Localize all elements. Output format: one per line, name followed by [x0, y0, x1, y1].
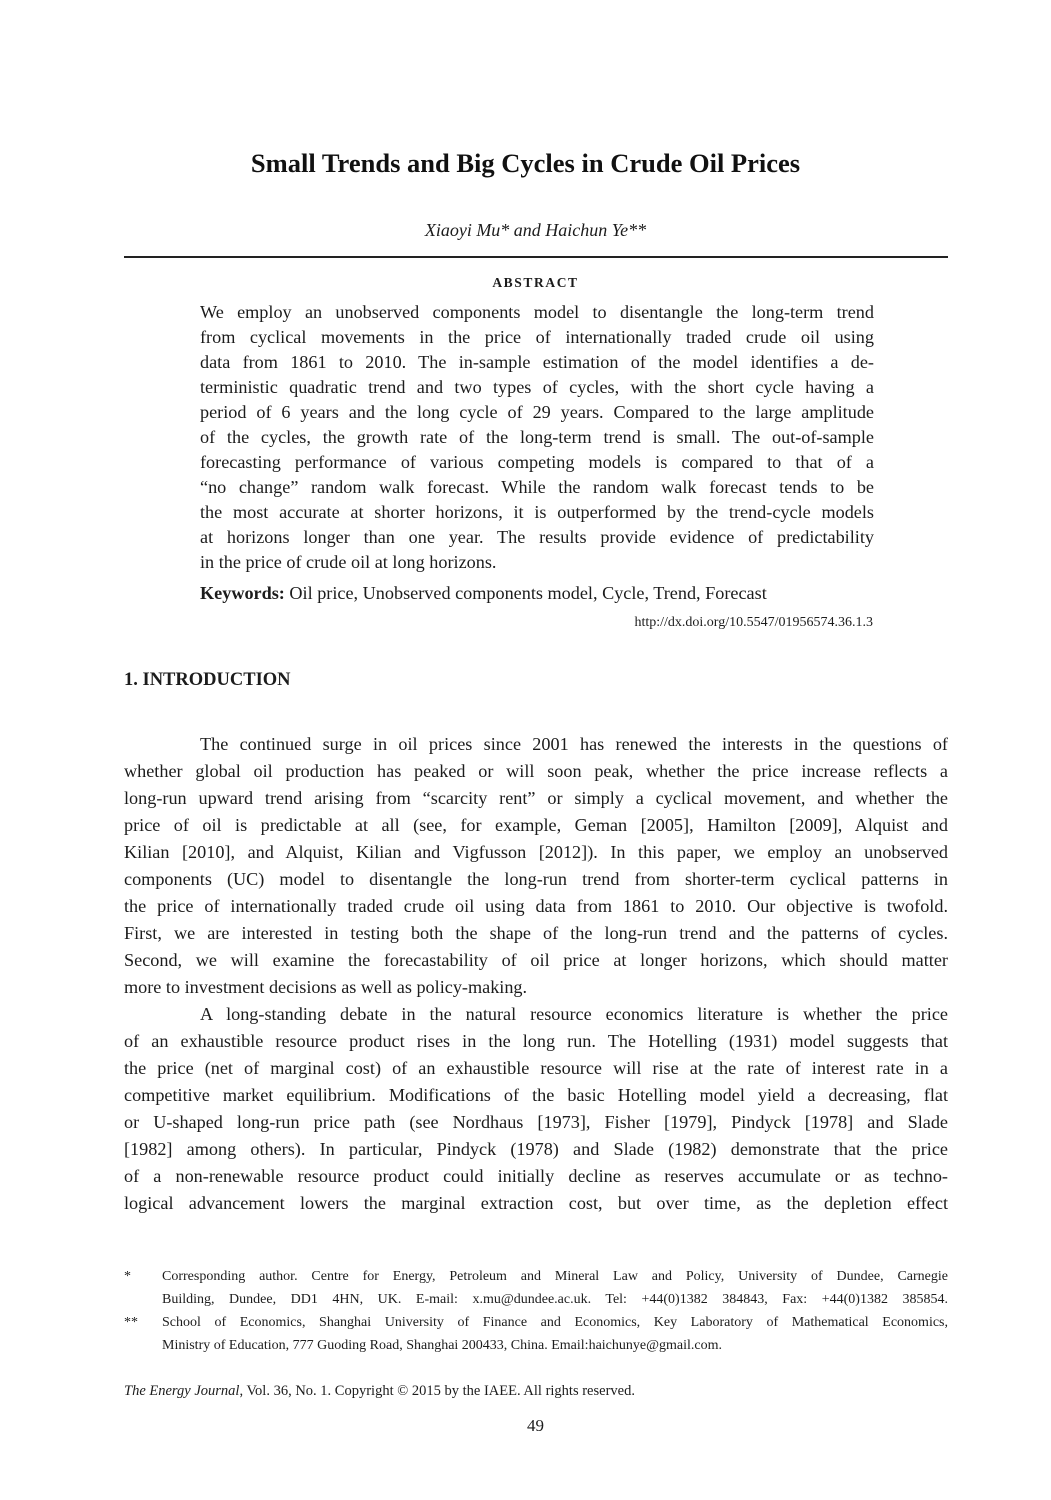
abstract-line: terministic quadratic trend and two types of cycles, with the short cycle having a [200, 377, 874, 397]
abstract-heading: ABSTRACT [492, 275, 579, 290]
keywords-text: Oil price, Unobserved components model, Cycle, Trend, Forecast [284, 583, 767, 603]
paragraph-line: Kilian [2010], and Alquist, Kilian and Vigfusson [2012]). In this paper, we employ an unobserved [124, 842, 948, 862]
header-rule [124, 256, 948, 258]
paragraph-line: Second, we will examine the forecastability of oil price at longer horizons, which should matter [124, 950, 948, 970]
footnotes [124, 1265, 948, 1357]
abstract-line: forecasting performance of various competing models is compared to that of a [200, 452, 874, 472]
abstract-line: of the cycles, the growth rate of the long-term trend is small. The out-of-sample [200, 427, 874, 447]
abstract-line: data from 1861 to 2010. The in-sample estimation of the model identifies a de- [200, 352, 874, 372]
paragraph-line: [1982] among others). In particular, Pindyck (1978) and Slade (1982) demonstrate that the price [124, 1139, 948, 1159]
paragraph-line: competitive market equilibrium. Modifications of the basic Hotelling model yield a decreasing, flat [124, 1085, 948, 1105]
journal-citation [124, 1383, 635, 1400]
abstract-line: the most accurate at shorter horizons, it is outperformed by the trend-cycle models [200, 502, 874, 522]
footnote-line: Building, Dundee, DD1 4HN, UK. E-mail: x.mu@dundee.ac.uk. Tel: +44(0)1382 384843, Fax: +44(0)1382 385854. [162, 1292, 948, 1307]
footnote [124, 1265, 948, 1311]
paragraph-line: or U-shaped long-run price path (see Nordhaus [1973], Fisher [1979], Pindyck [1978] and Slade [124, 1112, 948, 1132]
paragraph-line: the price of internationally traded crude oil using data from 1861 to 2010. Our objective is twofold. [124, 896, 948, 916]
paragraph-line: whether global oil production has peaked or will soon peak, whether the price increase reflects a [124, 761, 948, 781]
paragraph-line: The continued surge in oil prices since 2001 has renewed the interests in the questions of [200, 734, 948, 754]
abstract-line: We employ an unobserved components model to disentangle the long-term trend [200, 302, 874, 322]
abstract-line: “no change” random walk forecast. While the random walk forecast tends to be [200, 477, 874, 497]
journal-details: , Vol. 36, No. 1. Copyright © 2015 by the IAEE. All rights reserved. [239, 1383, 635, 1399]
paragraph-line: more to investment decisions as well as policy-making. [124, 977, 528, 997]
paragraph-line: price of oil is predictable at all (see, for example, Geman [2005], Hamilton [2009], Alquist and [124, 815, 948, 835]
abstract-body [200, 300, 874, 575]
paragraph-line: logical advancement lowers the marginal extraction cost, but over time, as the depletion effect [124, 1193, 948, 1213]
paragraph-line: long-run upward trend arising from “scarcity rent” or simply a cyclical movement, and whether the [124, 788, 948, 808]
footnote-mark: * [124, 1269, 131, 1284]
body-text [124, 731, 948, 1217]
abstract-line: at horizons longer than one year. The results provide evidence of predictability [200, 527, 874, 547]
page-number: 49 [527, 1416, 544, 1435]
footnote-line: School of Economics, Shanghai University of Finance and Economics, Key Laboratory of Mathematical Economics, [162, 1315, 948, 1330]
abstract-line: from cyclical movements in the price of internationally traded crude oil using [200, 327, 874, 347]
paragraph-line: components (UC) model to disentangle the long-run trend from shorter-term cyclical patterns in [124, 869, 948, 889]
paragraph-line: A long-standing debate in the natural resource economics literature is whether the price [200, 1004, 948, 1024]
section-heading: 1. INTRODUCTION [124, 670, 291, 690]
footnote-line: Ministry of Education, 777 Guoding Road, Shanghai 200433, China. Email:haichunye@gmail.com. [162, 1338, 722, 1353]
footnote-mark: ** [124, 1315, 138, 1330]
keywords-label: Keywords: [200, 583, 285, 603]
paragraph-line: the price (net of marginal cost) of an exhaustible resource will rise at the rate of interest rate in a [124, 1058, 948, 1078]
footnote-line: Corresponding author. Centre for Energy, Petroleum and Mineral Law and Policy, University of Dundee, Carnegie [162, 1269, 948, 1284]
abstract-line: period of 6 years and the long cycle of 29 years. Compared to the large amplitude [200, 402, 874, 422]
footnote [124, 1311, 948, 1357]
paragraph-line: of an exhaustible resource product rises in the long run. The Hotelling (1931) model suggests that [124, 1031, 948, 1051]
paragraph-line: First, we are interested in testing both the shape of the long-run trend and the patterns of cycles. [124, 923, 948, 943]
doi-link[interactable]: http://dx.doi.org/10.5547/01956574.36.1.3 [634, 615, 873, 630]
abstract-line: in the price of crude oil at long horizons. [200, 552, 497, 572]
keywords [200, 581, 880, 606]
paragraph-line: of a non-renewable resource product could initially decline as reserves accumulate or as techno- [124, 1166, 948, 1186]
paper-title: Small Trends and Big Cycles in Crude Oil Prices [250, 148, 801, 178]
journal-name: The Energy Journal [124, 1383, 240, 1399]
author-line: Xiaoyi Mu* and Haichun Ye** [424, 220, 647, 240]
